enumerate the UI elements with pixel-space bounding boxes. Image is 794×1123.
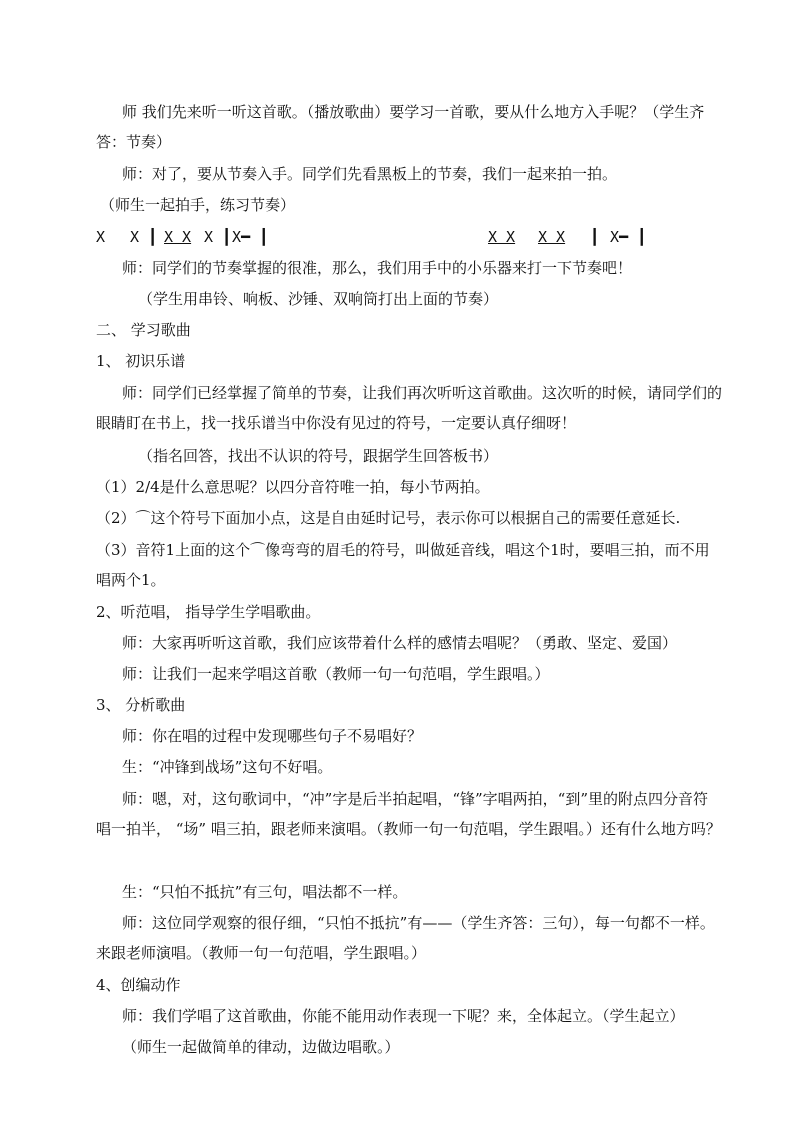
paragraph-teacher-9: 师：我们学唱了这首歌曲，你能不能用动作表现一下呢？来，全体起立。（学生起立） <box>122 1007 685 1025</box>
subsection-heading-2: 2、听范唱， 指导学生学唱歌曲。 <box>96 603 321 621</box>
subsection-heading-3: 3、 分析歌曲 <box>96 696 186 714</box>
rhythm-note: X ┃ <box>130 228 158 246</box>
paragraph-teacher-3: 师：同学们已经掌握了简单的节奏，让我们再次听听这首歌曲。这次听的时候，请同学们的眼睛盯在书上，找一找乐谱当中你没有见过的符号，一定要认真仔细呀！ <box>96 384 723 432</box>
paragraph-teacher-5: 师：让我们一起来学唱这首歌（教师一句一句范唱，学生跟唱。） <box>122 665 550 683</box>
paragraph-student-1: 生：“冲锋到战场”这句不好唱。 <box>122 758 333 776</box>
rhythm-note: X X <box>488 228 516 246</box>
paragraph-note-1: （师生一起拍手，练习节奏） <box>100 196 296 214</box>
list-item-1: （1）2/4是什么意思呢？以四分音符唯一拍，每小节两拍。 <box>96 478 490 496</box>
rhythm-note: X━ ┃ <box>232 228 269 246</box>
paragraph-note-4: （师生一起做简单的律动，边做边唱歌。） <box>122 1038 400 1056</box>
rhythm-barline: ┃ <box>590 228 600 246</box>
rhythm-notation <box>96 222 726 252</box>
rhythm-note: X X <box>164 228 192 246</box>
paragraph-teacher-8: 师：这位同学观察的很仔细，“只怕不抵抗”有——（学生齐答：三句），每一句都不一样。来跟老师演唱。（教师一句一句范唱，学生跟唱。） <box>96 914 715 962</box>
rhythm-note: X <box>96 228 106 246</box>
rhythm-note: X ┃ <box>204 228 232 246</box>
paragraph-student-2: 生：“只怕不抵抗”有三句，唱法都不一样。 <box>122 883 408 901</box>
paragraph-teacher-2: 师：同学们的节奏掌握的很准，那么，我们用手中的小乐器来打一下节奏吧！ <box>122 259 633 277</box>
rhythm-note: X━ ┃ <box>610 228 647 246</box>
section-heading-2: 二、 学习歌曲 <box>96 321 191 339</box>
paragraph-teacher-6: 师：你在唱的过程中发现哪些句子不易唱好？ <box>122 727 423 745</box>
list-item-3: （3）音符1上面的这个⌒像弯弯的眉毛的符号，叫做延音线，唱这个1时，要唱三拍，而不用唱两个1。 <box>96 541 710 589</box>
subsection-heading-4: 4、创编动作 <box>96 976 181 994</box>
rhythm-note: X X <box>538 228 566 246</box>
list-item-2: （2）⌒这个符号下面加小点，这是自由延时记号，表示你可以根据自己的需要任意延长. <box>96 509 681 527</box>
paragraph-note-3: （指名回答，找出不认识的符号，跟据学生回答板书） <box>138 447 499 465</box>
paragraph-teacher-4: 师：大家再听听这首歌，我们应该带着什么样的感情去唱呢？（勇敢、坚定、爱国） <box>122 634 678 652</box>
paragraph-teacher-7: 师：嗯，对，这句歌词中，“冲”字是后半拍起唱，“锋”字唱两拍，“到”里的附点四分音符唱一拍半， “场” 唱三拍，跟老师来演唱。（教师一句一句范唱，学生跟唱。）还有什么地方吗？ <box>96 790 721 838</box>
subsection-heading-1: 1、 初识乐谱 <box>96 352 186 370</box>
paragraph-teacher-1: 师：对了，要从节奏入手。同学们先看黑板上的节奏，我们一起来拍一拍。 <box>122 165 618 183</box>
paragraph-note-2: （学生用串铃、响板、沙锤、双响筒打出上面的节奏） <box>138 290 499 308</box>
paragraph-intro: 师 我们先来听一听这首歌。（播放歌曲）要学习一首歌，要从什么地方入手呢？（学生齐答：节奏） <box>96 103 705 151</box>
